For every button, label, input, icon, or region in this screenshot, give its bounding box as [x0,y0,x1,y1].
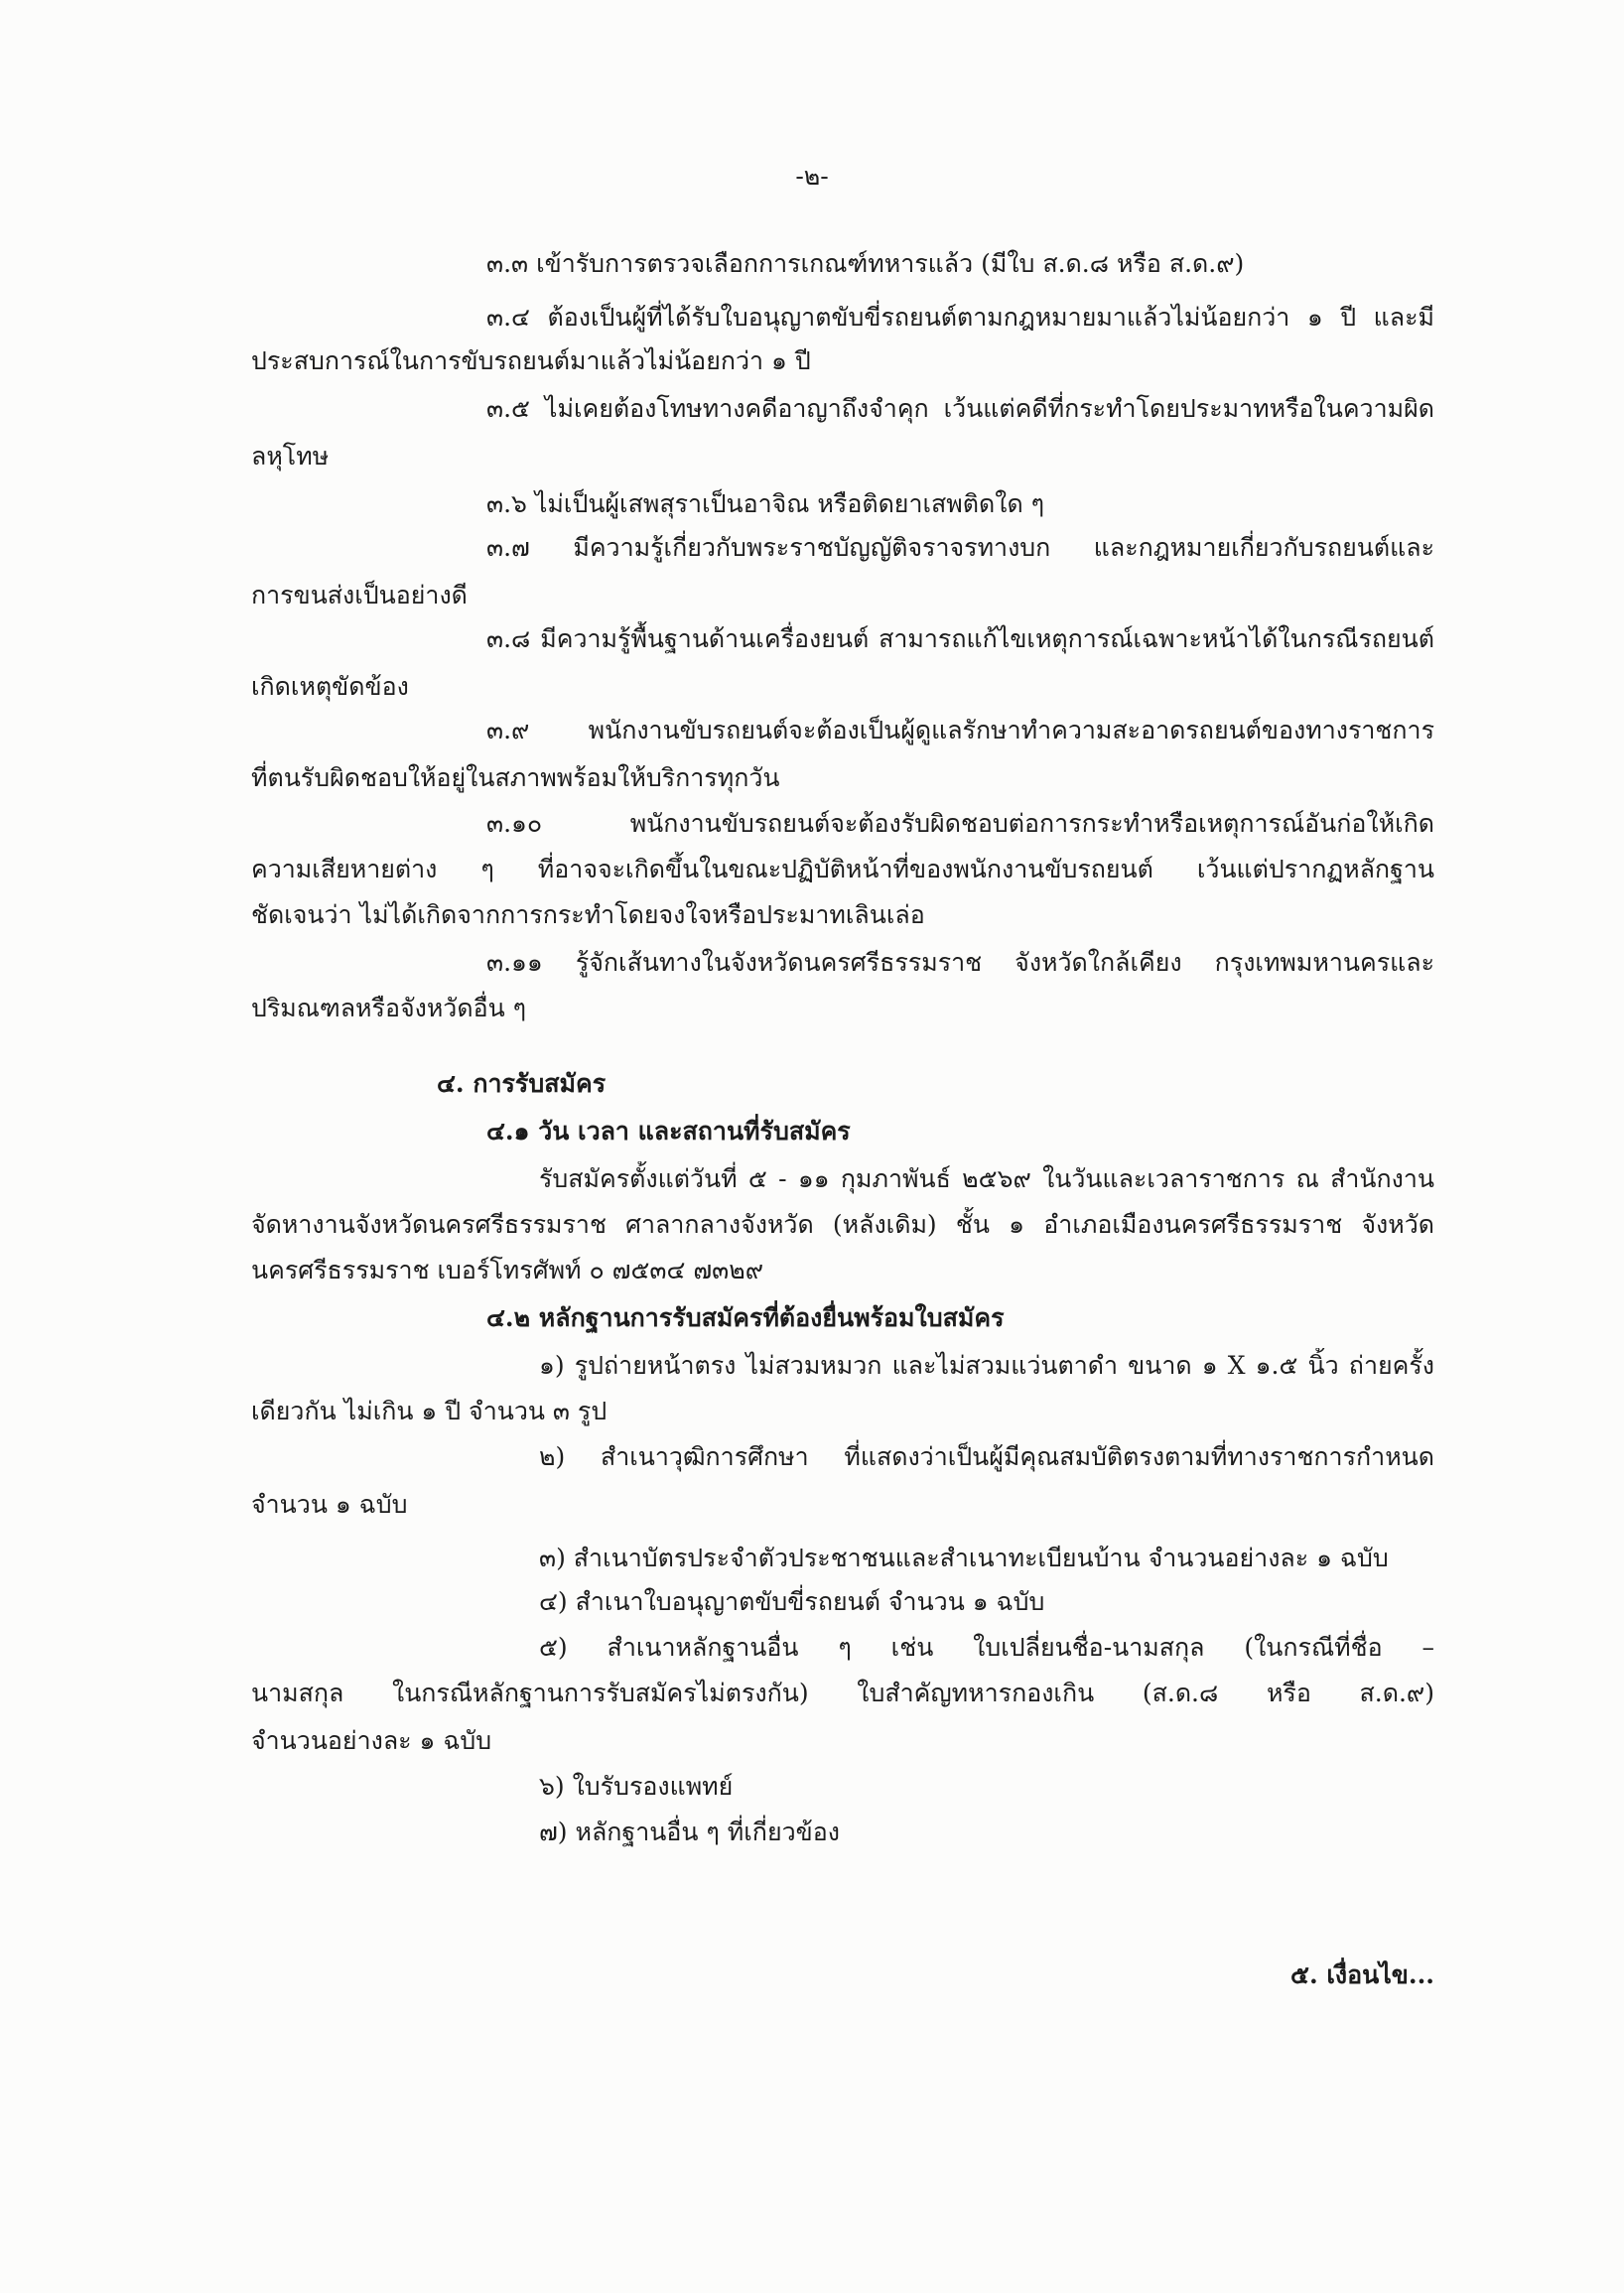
item-3-11-line-1: ๓.๑๑ รู้จักเส้นทางในจังหวัดนครศรีธรรมราช จังหวัดใกล้เคียง กรุงเทพมหานครและ [486,948,1434,977]
item-3-5-line-1: ๓.๕ ไม่เคยต้องโทษทางคดีอาญาถึงจำคุก เว้นแต่คดีที่กระทำโดยประมาทหรือในความผิด [486,394,1434,423]
continuation-marker: ๕. เงื่อนไข... [1290,1960,1434,1989]
doc-5-line-2: นามสกุล ในกรณีหลักฐานการรับสมัครไม่ตรงกัน) ใบสำคัญทหารกองเกิน (ส.ด.๘ หรือ ส.ด.๙) [251,1679,1434,1707]
doc-1-line-1: ๑) รูปถ่ายหน้าตรง ไม่สวมหมวก และไม่สวมแว่นตาดำ ขนาด ๑ X ๑.๕ นิ้ว ถ่ายครั้ง [539,1351,1434,1380]
item-3-10-line-1: ๓.๑๐ พนักงานขับรถยนต์จะต้องรับผิดชอบต่อการกระทำหรือเหตุการณ์อันก่อให้เกิด [486,809,1434,838]
doc-6: ๖) ใบรับรองแพทย์ [539,1772,734,1801]
section-4-1-line-3: นครศรีธรรมราช เบอร์โทรศัพท์ ๐ ๗๕๓๔ ๗๓๒๙ [251,1256,764,1284]
item-3-10-line-2: ความเสียหายต่าง ๆ ที่อาจจะเกิดขึ้นในขณะปฏิบัติหน้าที่ของพนักงานขับรถยนต์ เว้นแต่ปรากฏหลักฐาน [251,855,1434,883]
doc-3: ๓) สำเนาบัตรประจำตัวประชาชนและสำเนาทะเบียนบ้าน จำนวนอย่างละ ๑ ฉบับ [539,1544,1389,1572]
section-4-1-heading: ๔.๑ วัน เวลา และสถานที่รับสมัคร [486,1117,851,1146]
item-3-6: ๓.๖ ไม่เป็นผู้เสพสุราเป็นอาจิณ หรือติดยาเสพติดใด ๆ [486,489,1045,518]
doc-7: ๗) หลักฐานอื่น ๆ ที่เกี่ยวข้อง [539,1818,840,1846]
item-3-4-line-1: ๓.๔ ต้องเป็นผู้ที่ได้รับใบอนุญาตขับขี่รถยนต์ตามกฎหมายมาแล้วไม่น้อยกว่า ๑ ปี และมี [486,303,1434,332]
item-3-8-line-1: ๓.๘ มีความรู้พื้นฐานด้านเครื่องยนต์ สามารถแก้ไขเหตุการณ์เฉพาะหน้าได้ในกรณีรถยนต์ [486,624,1434,653]
item-3-11-line-2: ปริมณฑลหรือจังหวัดอื่น ๆ [251,994,527,1022]
item-3-9-line-2: ที่ตนรับผิดชอบให้อยู่ในสภาพพร้อมให้บริการทุกวัน [251,763,780,792]
section-4-1-line-1: รับสมัครตั้งแต่วันที่ ๕ - ๑๑ กุมภาพันธ์ ๒๕๖๙ ในวันและเวลาราชการ ณ สำนักงาน [539,1164,1434,1193]
doc-5-line-1: ๕) สำเนาหลักฐานอื่น ๆ เช่น ใบเปลี่ยนชื่อ-นามสกุล (ในกรณีที่ชื่อ – [539,1633,1434,1662]
doc-5-line-3: จำนวนอย่างละ ๑ ฉบับ [251,1726,492,1755]
section-4-heading: ๔. การรับสมัคร [437,1069,607,1098]
item-3-7-line-2: การขนส่งเป็นอย่างดี [251,581,468,609]
item-3-9-line-1: ๓.๙ พนักงานขับรถยนต์จะต้องเป็นผู้ดูแลรักษาทำความสะอาดรถยนต์ของทางราชการ [486,716,1434,744]
item-3-3: ๓.๓ เข้ารับการตรวจเลือกการเกณฑ์ทหารแล้ว (มีใบ ส.ด.๘ หรือ ส.ด.๙) [486,249,1245,278]
item-3-5-line-2: ลหุโทษ [251,442,330,471]
section-4-2-heading: ๔.๒ หลักฐานการรับสมัครที่ต้องยื่นพร้อมใบสมัคร [486,1303,1005,1332]
item-3-8-line-2: เกิดเหตุขัดข้อง [251,672,409,701]
section-4-1-line-2: จัดหางานจังหวัดนครศรีธรรมราช ศาลากลางจังหวัด (หลังเดิม) ชั้น ๑ อำเภอเมืองนครศรีธรรมราช จังหวัด [251,1210,1434,1239]
item-3-7-line-1: ๓.๗ มีความรู้เกี่ยวกับพระราชบัญญัติจราจรทางบก และกฎหมายเกี่ยวกับรถยนต์และ [486,533,1434,562]
doc-4: ๔) สำเนาใบอนุญาตขับขี่รถยนต์ จำนวน ๑ ฉบับ [539,1587,1045,1616]
page-number: -๒- [795,162,829,191]
item-3-10-line-3: ชัดเจนว่า ไม่ได้เกิดจากการกระทำโดยจงใจหรือประมาทเลินเล่อ [251,900,925,929]
item-3-4-line-2: ประสบการณ์ในการขับรถยนต์มาแล้วไม่น้อยกว่า ๑ ปี [251,346,811,375]
doc-2-line-1: ๒) สำเนาวุฒิการศึกษา ที่แสดงว่าเป็นผู้มีคุณสมบัติตรงตามที่ทางราชการกำหนด [539,1442,1434,1471]
doc-1-line-2: เดียวกัน ไม่เกิน ๑ ปี จำนวน ๓ รูป [251,1397,608,1425]
doc-2-line-2: จำนวน ๑ ฉบับ [251,1490,408,1519]
